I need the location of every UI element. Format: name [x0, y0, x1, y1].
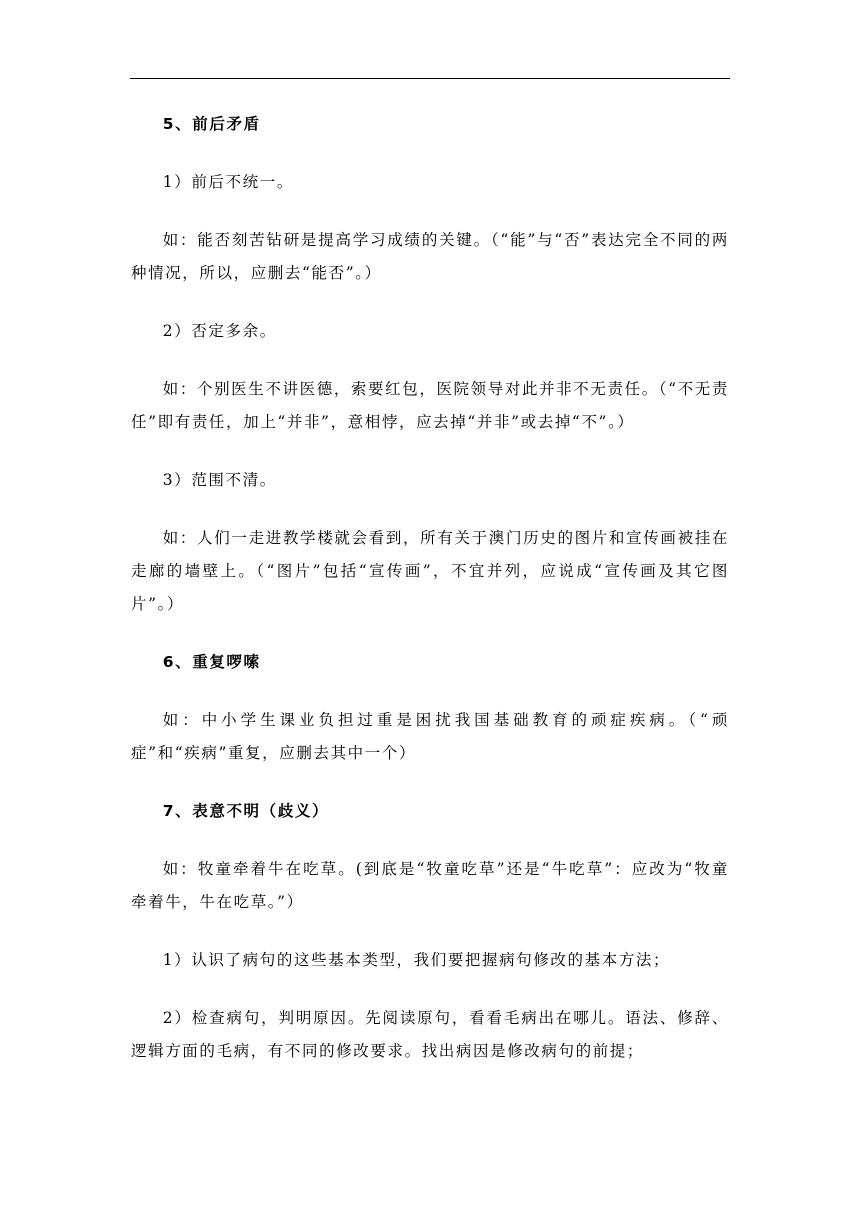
paragraph: 3）范围不清。: [162, 471, 277, 489]
paragraph: 1）认识了病句的这些基本类型，我们要把握病句修改的基本方法；: [162, 951, 671, 969]
paragraph: 如：牧童牵着牛在吃草。(到底是“牧童吃草”还是“牛吃草”：应改为“牧童牵着牛，牛在吃草。”）: [131, 860, 729, 911]
paragraph: 如：人们一走进教学楼就会看到，所有关于澳门历史的图片和宣传画被挂在走廊的墙壁上。（“图片”包括“宣传画”，不宜并列，应说成“宣传画及其它图片”。）: [131, 529, 729, 613]
paragraph: 1）前后不统一。: [162, 173, 294, 191]
section-heading-6: 6、重复啰嗦: [162, 653, 261, 671]
paragraph: 如：个别医生不讲医德，索要红包，医院领导对此并非不无责任。（“不无责任”即有责任，加上“并非”，意相悖，应去掉“并非”或去掉“不”。）: [131, 380, 729, 431]
paragraph: 如：能否刻苦钻研是提高学习成绩的关键。（“能”与“否”表达完全不同的两种情况，所以，应删去“能否”。）: [131, 231, 729, 282]
section-heading-5: 5、前后矛盾: [162, 115, 261, 133]
section-heading-7: 7、表意不明（歧义）: [162, 802, 330, 820]
paragraph: 如：中小学生课业负担过重是困扰我国基础教育的顽症疾病。（“顽症”和“疾病”重复，应删去其中一个）: [131, 711, 729, 762]
document-body: [131, 108, 729, 1093]
paragraph: 2）否定多余。: [162, 322, 277, 340]
paragraph: 2）检查病句，判明原因。先阅读原句，看看毛病出在哪儿。语法、修辞、逻辑方面的毛病，有不同的修改要求。找出病因是修改病句的前提；: [131, 1009, 729, 1060]
header-rule: [130, 78, 730, 79]
